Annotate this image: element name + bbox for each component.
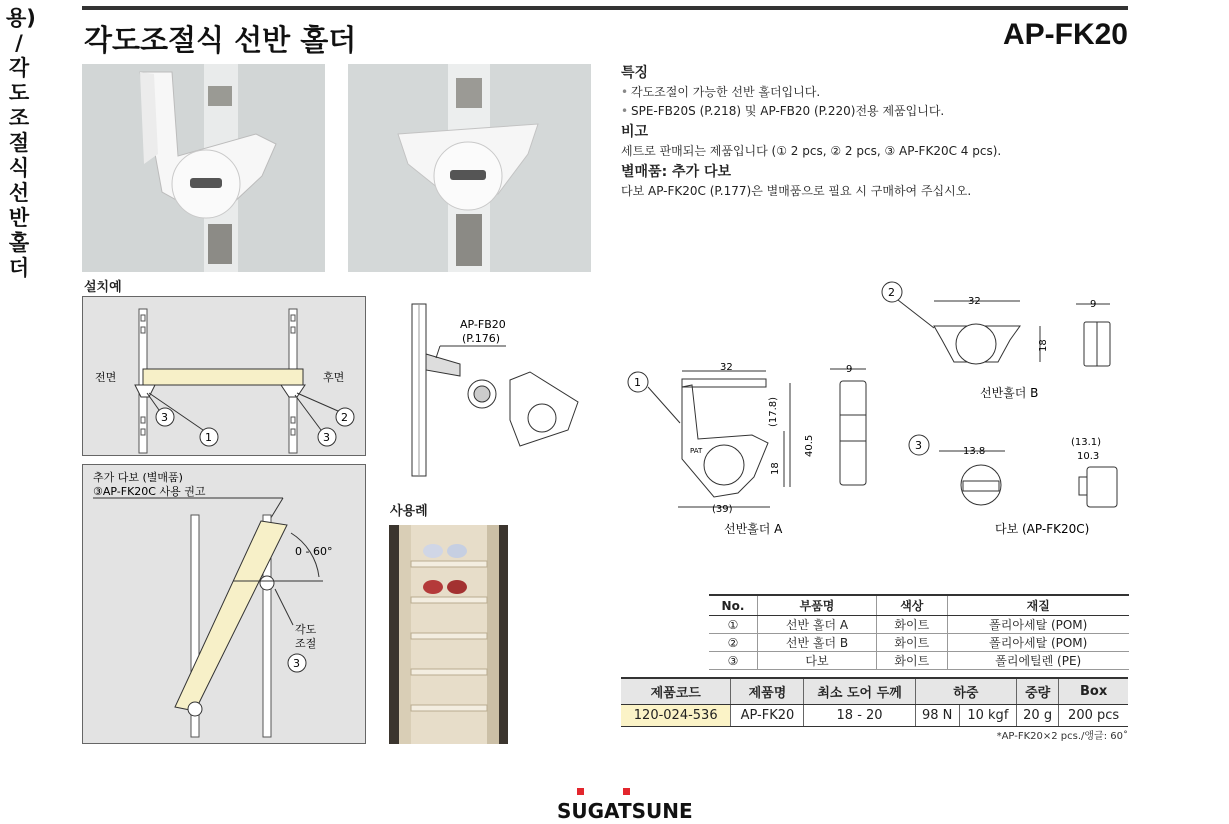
drawing-holder-b bbox=[880, 282, 1130, 402]
features-heading: 특징 bbox=[621, 65, 649, 81]
product-header: Box bbox=[1059, 678, 1128, 705]
header-rule bbox=[82, 6, 1128, 10]
angle-adjust-1: 각도 bbox=[295, 623, 317, 636]
a-dim-width: 32 bbox=[720, 362, 733, 373]
product-code: AP-FK20 bbox=[1002, 18, 1128, 51]
usage-heading: 사용례 bbox=[390, 504, 428, 519]
parts-header: 재질 bbox=[947, 595, 1129, 616]
b-dim-depth: 9 bbox=[1090, 299, 1097, 310]
feature-section bbox=[621, 62, 1181, 201]
table-row: ② 선반 홀더 B 화이트 폴리아세탈 (POM) bbox=[709, 634, 1129, 652]
usage-photo bbox=[389, 525, 508, 744]
pat-mark: PAT bbox=[690, 447, 703, 455]
c-label: 다보 (AP-FK20C) bbox=[995, 522, 1090, 536]
product-header: 최소 도어 두께 bbox=[804, 678, 915, 705]
callout-a: 1 bbox=[634, 376, 641, 389]
install-diagram-angle bbox=[82, 464, 366, 744]
angle-adjust-2: 조절 bbox=[295, 637, 317, 650]
callout-3c: 3 bbox=[293, 657, 300, 670]
a-dim-height: 40.5 bbox=[804, 434, 815, 457]
angle-range: 0 - 60° bbox=[295, 545, 333, 558]
footnote: *AP-FK20×2 pcs./앵글: 60˚ bbox=[996, 731, 1128, 742]
c-dim-width: 13.8 bbox=[963, 446, 986, 457]
callout-3a: 3 bbox=[161, 411, 168, 424]
assembly-diagram bbox=[400, 300, 590, 480]
product-header: 제품코드 bbox=[621, 678, 731, 705]
drawing-holder-a bbox=[620, 355, 880, 540]
front-label: 전면 bbox=[95, 371, 117, 384]
parts-table bbox=[709, 594, 1129, 670]
product-header: 중량 bbox=[1017, 678, 1059, 705]
product-code-cell: 120-024-536 bbox=[621, 705, 731, 727]
brand-name: SUGATSUNE bbox=[557, 799, 693, 823]
drawing-dowel bbox=[905, 425, 1130, 540]
extra-text: 다보 AP-FK20C (P.177)은 별매품으로 필요 시 구매하여 주십시오. bbox=[621, 184, 972, 198]
callout-b: 2 bbox=[888, 286, 895, 299]
a-dim-depth: 9 bbox=[846, 364, 853, 375]
product-photo-2 bbox=[348, 64, 591, 272]
callout-2: 2 bbox=[341, 411, 348, 424]
table-row: ① 선반 홀더 A 화이트 폴리아세탈 (POM) bbox=[709, 616, 1129, 634]
callout-3b: 3 bbox=[323, 431, 330, 444]
feature-item: • SPE-FB20S (P.218) 및 AP-FB20 (P.220)전용 제품입니다. bbox=[621, 104, 945, 118]
a-label: 선반홀더 A bbox=[724, 522, 783, 536]
fb20-label: AP-FB20 bbox=[460, 318, 506, 331]
table-row: 120-024-536 AP-FK20 18 - 20 98 N 10 kgf 20 g 200 pcs bbox=[621, 705, 1128, 727]
install-diagram-top bbox=[82, 296, 366, 456]
parts-header: 부품명 bbox=[757, 595, 876, 616]
remarks-text: 세트로 판매되는 제품입니다 (① 2 pcs, ② 2 pcs, ③ AP-FK20C 4 pcs). bbox=[621, 144, 1002, 158]
a-dim-inner: (17.8) bbox=[768, 396, 779, 427]
extra-heading: 별매품: 추가 다보 bbox=[621, 164, 732, 180]
b-dim-width: 32 bbox=[968, 296, 981, 307]
feature-item: • 각도조절이 가능한 선반 홀더입니다. bbox=[621, 85, 821, 99]
callout-c: 3 bbox=[915, 439, 922, 452]
back-label: 후면 bbox=[323, 371, 345, 384]
remarks-heading: 비고 bbox=[621, 124, 649, 140]
install-heading: 설치예 bbox=[84, 280, 122, 295]
page-title: 각도조절식 선반 홀더 bbox=[84, 23, 357, 57]
table-row: ③ 다보 화이트 폴리에틸렌 (PE) bbox=[709, 652, 1129, 670]
extra-note-1: 추가 다보 (별매품) bbox=[93, 471, 183, 484]
brand-logo bbox=[555, 786, 693, 823]
product-table bbox=[621, 677, 1128, 727]
a-dim-bottom: 18 bbox=[770, 462, 781, 475]
side-title: 용) / 각도조절식 선반 홀더 bbox=[6, 6, 36, 280]
c-dim-depth2: 10.3 bbox=[1077, 451, 1100, 462]
product-header: 제품명 bbox=[731, 678, 804, 705]
b-label: 선반홀더 B bbox=[980, 386, 1039, 400]
product-photo-1 bbox=[82, 64, 325, 272]
b-dim-height: 18 bbox=[1038, 339, 1049, 352]
product-header: 하중 bbox=[915, 678, 1016, 705]
parts-header: No. bbox=[709, 595, 757, 616]
c-dim-depth1: (13.1) bbox=[1071, 437, 1102, 448]
fb20-page: (P.176) bbox=[462, 332, 500, 345]
callout-1: 1 bbox=[205, 431, 212, 444]
a-dim-base: (39) bbox=[712, 504, 733, 515]
extra-note-2: ③AP-FK20C 사용 권고 bbox=[93, 485, 206, 498]
parts-header: 색상 bbox=[877, 595, 947, 616]
